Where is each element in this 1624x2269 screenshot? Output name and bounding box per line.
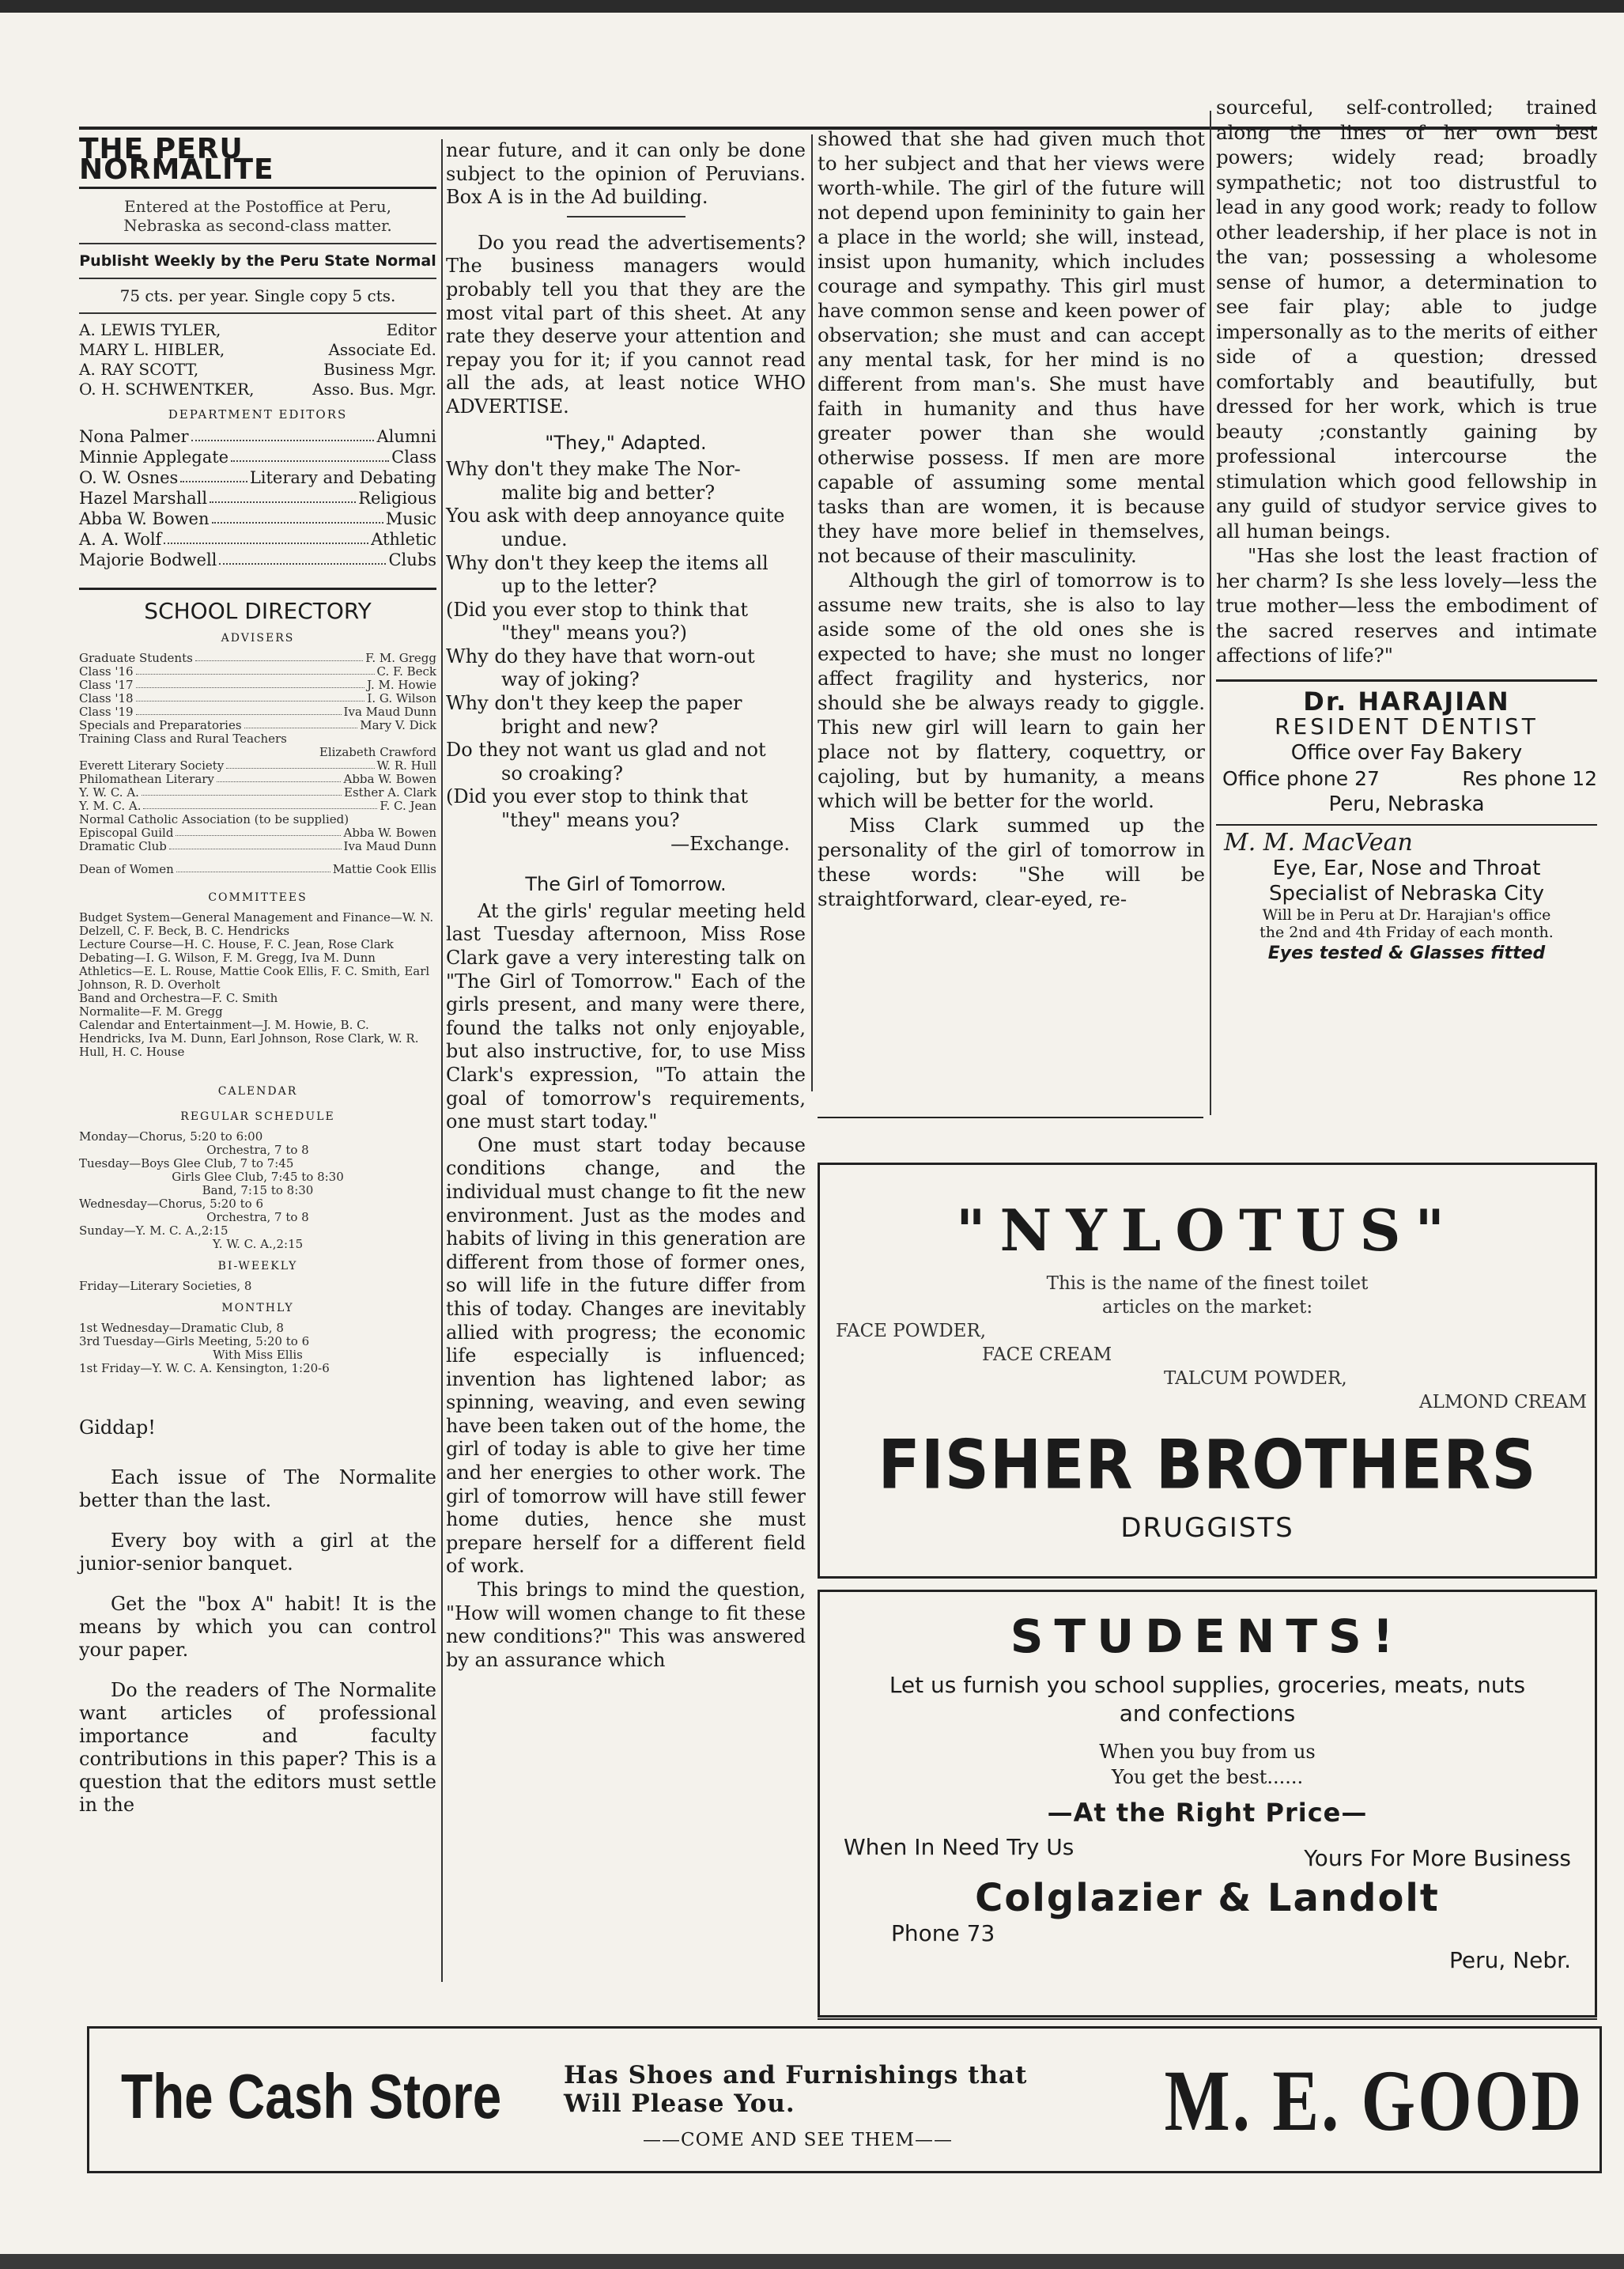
store-town: Peru, Nebr. xyxy=(1449,1947,1571,1973)
advisers-list xyxy=(79,652,436,876)
schedule-item: Girls Glee Club, 7:45 to 8:30 xyxy=(172,1170,344,1184)
schedule-item: Tuesday—Boys Glee Club, 7 to 7:45 xyxy=(79,1156,294,1170)
note-item: Each issue of The Normalite better than the last. xyxy=(79,1466,436,1511)
students-footer xyxy=(820,1920,1595,1973)
cash-store-cta: ——COME AND SEE THEM—— xyxy=(643,2130,953,2150)
colglazier-name: Colglazier & Landolt xyxy=(975,1876,1440,1920)
nylotus-ad xyxy=(818,1163,1597,1579)
note-item: Every boy with a girl at the junior-senior banquet. xyxy=(79,1530,436,1575)
committee-item: Calendar and Entertainment—J. M. Howie, B. C. Hendricks, Iva M. Dunn, Earl Johnson, Rose Clark, W. R. Hull, H. C. House xyxy=(79,1018,419,1059)
nylotus-item: FACE CREAM xyxy=(982,1344,1112,1365)
dentist-office: Office over Fay Bakery xyxy=(1290,740,1523,765)
schedule-item: 1st Wednesday—Dramatic Club, 8 xyxy=(79,1321,284,1335)
staff-row: O. H. SCHWENTKER, Asso. Bus. Mgr. xyxy=(79,380,436,399)
poem-title: "They," Adapted. xyxy=(545,431,707,454)
staff-row: A. LEWIS TYLER, Editor xyxy=(79,320,436,339)
dentist-phones xyxy=(1216,766,1597,792)
committee-item: Budget System—General Management and Finance—W. N. Delzell, C. F. Beck, B. C. Hendricks xyxy=(79,910,434,938)
cash-store-line: Will Please You. xyxy=(564,2089,795,2118)
staff-list xyxy=(79,320,436,399)
schedule-item: Orchestra, 7 to 8 xyxy=(206,1210,309,1224)
poem-line: Why do they have that worn-out way of joking? xyxy=(446,645,755,691)
tagline-right: Yours For More Business xyxy=(1304,1845,1571,1871)
department-heading: DEPARTMENT EDITORS xyxy=(168,407,348,422)
regular-schedule xyxy=(79,1130,436,1251)
poem-line: Why don't they make The Nor- malite big and better? xyxy=(446,458,741,504)
nylotus-title: "NYLOTUS" xyxy=(956,1197,1459,1264)
poem-credit: —Exchange. xyxy=(670,832,790,855)
nylotus-item: TALCUM POWDER, xyxy=(1164,1368,1347,1389)
specialist-name: M. M. MacVean xyxy=(1224,829,1413,857)
office-phone: Office phone 27 xyxy=(1222,766,1380,790)
committee-item: Debating—I. G. Wilson, F. M. Gregg, Iva M. Dunn xyxy=(79,951,376,965)
adviser-row: Everett Literary Society W. R. Hull xyxy=(79,758,436,773)
continued-paragraph: near future, and it can only be done subject to the opinion of Peruvians. Box A is in the Ad building. xyxy=(446,139,806,209)
fisher-brothers-name: FISHER BROTHERS xyxy=(878,1426,1537,1505)
adviser-row: Episcopal Guild Abba W. Bowen xyxy=(79,826,436,840)
specialist-line: Will be in Peru at Dr. Harajian's office xyxy=(1262,906,1551,924)
adviser-row: Philomathean Literary Abba W. Bowen xyxy=(79,772,436,786)
students-line: You get the best...... xyxy=(1111,1766,1304,1788)
schedule-item: With Miss Ellis xyxy=(213,1348,303,1362)
dentist-town: Peru, Nebraska xyxy=(1328,792,1485,816)
biweekly-heading: BI-WEEKLY xyxy=(217,1260,298,1273)
macvean-ad xyxy=(1216,830,1597,966)
editor-row: Abba W. Bowen Music xyxy=(79,509,436,528)
adviser-row: Class '17 J. M. Howie xyxy=(79,678,436,692)
committee-item: Band and Orchestra—F. C. Smith xyxy=(79,991,278,1005)
nylotus-line: articles on the market: xyxy=(1101,1297,1313,1318)
adviser-row: Normal Catholic Association (to be supplied) xyxy=(79,812,349,826)
harajian-ad xyxy=(1216,686,1597,819)
adviser-row: Class '16 C. F. Beck xyxy=(79,664,436,679)
poem-line: Why don't they keep the items all up to the letter? xyxy=(446,551,769,598)
schedule-item: Wednesday—Chorus, 5:20 to 6 xyxy=(79,1197,263,1211)
advisers-heading: ADVISERS xyxy=(221,632,295,645)
footer-top-rule xyxy=(818,2018,1597,2020)
poem xyxy=(446,458,806,856)
students-line: and confections xyxy=(1119,1700,1296,1726)
adviser-row: Graduate Students F. M. Gregg xyxy=(79,651,436,665)
divider xyxy=(1216,679,1597,682)
schedule-item: 3rd Tuesday—Girls Meeting, 5:20 to 6 xyxy=(79,1334,310,1348)
editor-row: A. A. Wolf Athletic xyxy=(79,530,436,549)
students-ad xyxy=(818,1590,1597,2018)
column-1 xyxy=(79,133,436,1834)
editor-row: Minnie Applegate Class xyxy=(79,448,436,467)
store-phone: Phone 73 xyxy=(891,1920,995,1946)
note-item: Do the readers of The Normalite want articles of professional importance and faculty contributions in this paper? This is a question that the editors must settle in the xyxy=(79,1679,436,1816)
adviser-row: Y. W. C. A. Esther A. Clark xyxy=(79,785,436,800)
committee-item: Athletics—E. L. Rouse, Mattie Cook Ellis, F. C. Smith, Earl Johnson, R. D. Overholt xyxy=(79,964,430,992)
bottom-scan-border xyxy=(0,2254,1624,2269)
schedule-item: Monday—Chorus, 5:20 to 6:00 xyxy=(79,1129,263,1144)
monthly-schedule xyxy=(79,1322,436,1375)
note-item: Get the "box A" habit! It is the means by which you can control your paper. xyxy=(79,1593,436,1661)
editor-row: Majorie Bodwell Clubs xyxy=(79,550,436,569)
calendar-heading: CALENDAR xyxy=(217,1085,298,1098)
committees-list xyxy=(79,911,436,1059)
cash-store-name: The Cash Store xyxy=(121,2061,502,2131)
divider xyxy=(567,216,685,217)
column-3 xyxy=(818,127,1205,911)
article-paragraph: This brings to mind the question, "How will women change to fit these new conditions?" This was answered by an assurance which xyxy=(446,1579,806,1671)
editor-row: Nona Palmer Alumni xyxy=(79,427,436,446)
nylotus-line: This is the name of the finest toilet xyxy=(1046,1273,1369,1294)
adviser-row: Dramatic Club Iva Maud Dunn xyxy=(79,839,436,853)
schedule-item: Band, 7:15 to 8:30 xyxy=(202,1183,314,1197)
committee-item: Normalite—F. M. Gregg xyxy=(79,1004,223,1019)
cash-store-ad xyxy=(87,2026,1602,2173)
cash-store-line: Has Shoes and Furnishings that xyxy=(564,2061,1028,2089)
owner-name: M. E. GOOD xyxy=(1164,2052,1584,2149)
divider xyxy=(1216,824,1597,826)
article-paragraph: Although the girl of tomorrow is to assume new traits, she is also to lay aside some of the old ones she is expected to have; she must no longer affect fragility and hysterics, nor should she be always ready to giggle. This new girl will learn to gain her place not by flattery, coquettry, or cajoling, but by humanity, a means which will be better for the world. xyxy=(818,569,1205,812)
staff-row: MARY L. HIBLER, Associate Ed. xyxy=(79,340,436,359)
students-line: Let us furnish you school supplies, groceries, meats, nuts xyxy=(889,1672,1526,1698)
specialist-line: Eye, Ear, Nose and Throat xyxy=(1272,856,1541,880)
nylotus-item: ALMOND CREAM xyxy=(1418,1392,1587,1412)
dentist-title: RESIDENT DENTIST xyxy=(1275,713,1539,739)
top-scan-border xyxy=(0,0,1624,13)
specialist-line: the 2nd and 4th Friday of each month. xyxy=(1260,923,1554,941)
article-paragraph: One must start today because conditions change, and the individual must change to fit the new environment. Just as the modes and habits of living in this generation are different from those of former ones, so will life in the future differ from this of today. Changes are inevitably allied with progress; the economic life especially is influenced; invention has lightened labor; as spinning, weaving, and even sewing have been taken out of the home, the girl of today is able to give her time and her energies to other work. The girl of tomorrow will have still fewer home duties, hence she must prepare herself for a different field of work. xyxy=(446,1133,806,1578)
poem-line: Why don't they keep the paper bright and new? xyxy=(446,692,742,738)
article-paragraph: At the girls' regular meeting held last Tuesday afternoon, Miss Rose Clark gave a very interesting talk on "The Girl of Tomorrow." Each of the girls present, and many were there, found the talks not only enjoyable, but also instructive, for, to use Miss Clark's expression, "To attain the goal of tomorrow's requirements, one must start today." xyxy=(446,899,806,1133)
entry-notice: Entered at the Postoffice at Peru, Nebraska as second-class matter. xyxy=(79,197,436,244)
article-paragraph: "Has she lost the least fraction of her charm? Is she less lovely—less the true mother—less the embodiment of the sacred reserves and intimate affections of life?" xyxy=(1216,544,1597,667)
school-directory-title: SCHOOL DIRECTORY xyxy=(79,588,436,622)
adviser-row: Training Class and Rural Teachers Elizabeth Crawford xyxy=(79,732,436,759)
poem-line: You ask with deep annoyance quite undue. xyxy=(446,505,785,550)
adviser-row: Class '19 Iva Maud Dunn xyxy=(79,705,436,719)
students-line: When you buy from us xyxy=(1099,1741,1316,1763)
column-rule-2 xyxy=(811,134,813,1091)
note-giddap: Giddap! xyxy=(79,1416,156,1439)
druggists-label: DRUGGISTS xyxy=(1120,1512,1294,1544)
column-2 xyxy=(446,139,806,1672)
article-title: The Girl of Tomorrow. xyxy=(525,873,727,896)
adviser-row: Class '18 I. G. Wilson xyxy=(79,691,436,705)
masthead-title: THE PERU NORMALITE xyxy=(79,139,436,189)
dean-row: Dean of Women Mattie Cook Ellis xyxy=(79,862,436,876)
tagline-left: When In Need Try Us xyxy=(844,1834,1074,1860)
adviser-row: Y. M. C. A. F. C. Jean xyxy=(79,799,436,813)
adviser-row: Specials and Preparatories Mary V. Dick xyxy=(79,718,436,732)
schedule-item: Y. W. C. A.,2:15 xyxy=(212,1237,304,1251)
students-title: STUDENTS! xyxy=(1010,1609,1405,1663)
monthly-heading: MONTHLY xyxy=(221,1302,294,1314)
specialist-line: Eyes tested & Glasses fitted xyxy=(1267,943,1546,963)
students-price-line: —At the Right Price— xyxy=(1047,1798,1368,1828)
article-paragraph: showed that she had given much thot to her subject and that her views were worth-while. The girl of the future will not depend upon femininity to gain her a place in the world; she will, instead, insist upon humanity, which includes courage and sympathy. This girl must have common sense and keen power of observation; she must and can accept any mental task, for her mind is no different from man's. She must have faith in humanity and thus have greater power than she would otherwise possess. If men are more capable of assuming some mental tasks than are women, it is because they have more belief in themselves, not because of their masculinity. xyxy=(818,127,1205,567)
committees-heading: COMMITTEES xyxy=(208,891,308,904)
res-phone: Res phone 12 xyxy=(1462,766,1597,790)
schedule-item: Friday—Literary Societies, 8 xyxy=(79,1279,252,1293)
publisht-line: Publisht Weekly by the Peru State Normal xyxy=(79,244,436,279)
schedule-item: 1st Friday—Y. W. C. A. Kensington, 1:20-6 xyxy=(79,1361,330,1375)
column-1-notes xyxy=(79,1416,436,1817)
editor-row: Hazel Marshall Religious xyxy=(79,489,436,508)
column-4 xyxy=(1216,95,1597,966)
column-rule-1 xyxy=(441,139,443,1982)
regular-heading: REGULAR SCHEDULE xyxy=(180,1110,335,1123)
department-editors xyxy=(79,426,436,570)
dentist-name: Dr. HARAJIAN xyxy=(1303,686,1510,717)
schedule-item: Sunday—Y. M. C. A.,2:15 xyxy=(79,1223,228,1238)
poem-line: (Did you ever stop to think that "they" means you? xyxy=(446,785,749,832)
editor-row: O. W. Osnes Literary and Debating xyxy=(79,468,436,487)
article-paragraph: Miss Clark summed up the personality of the girl of tomorrow in these words: "She will be straightforward, clear-eyed, re- xyxy=(818,814,1205,910)
nylotus-item: FACE POWDER, xyxy=(836,1321,987,1341)
poem-line: (Did you ever stop to think that "they" means you?) xyxy=(446,598,749,645)
staff-row: A. RAY SCOTT, Business Mgr. xyxy=(79,360,436,379)
committee-item: Lecture Course—H. C. House, F. C. Jean, Rose Clark xyxy=(79,937,394,951)
advertisements-paragraph: Do you read the advertisements? The business managers would probably tell you that they are the most vital part of this sheet. At any rate they deserve your attention and repay you for it; if you cannot read all the ads, at least notice WHO ADVERTISE. xyxy=(446,231,806,418)
subscription-price: 75 cts. per year. Single copy 5 cts. xyxy=(79,279,436,314)
specialist-line: Specialist of Nebraska City xyxy=(1268,881,1545,906)
poem-line: Do they not want us glad and not so croaking? xyxy=(446,739,766,785)
schedule-item: Orchestra, 7 to 8 xyxy=(206,1143,309,1157)
article-paragraph: sourceful, self-controlled; trained along the lines of her own best powers; widely read; broadly sympathetic; not too distrustful to lead in any good work; ready to follow other leadership, if her place is not in the van; possessing a wholesome sense of humor, a determination to see fair play; able to judge impersonally as to the merits of either side of a question; dressed comfortably and beautifully, but dressed for her work, which is true beauty ;constantly gaining by professional intercourse the stimulation which good fellowship in any guild of studyor service gives to all human beings. xyxy=(1216,96,1597,543)
students-taglines xyxy=(820,1834,1595,1871)
column-rule-3 xyxy=(1210,111,1211,1115)
column-3-end-rule xyxy=(818,1117,1203,1118)
